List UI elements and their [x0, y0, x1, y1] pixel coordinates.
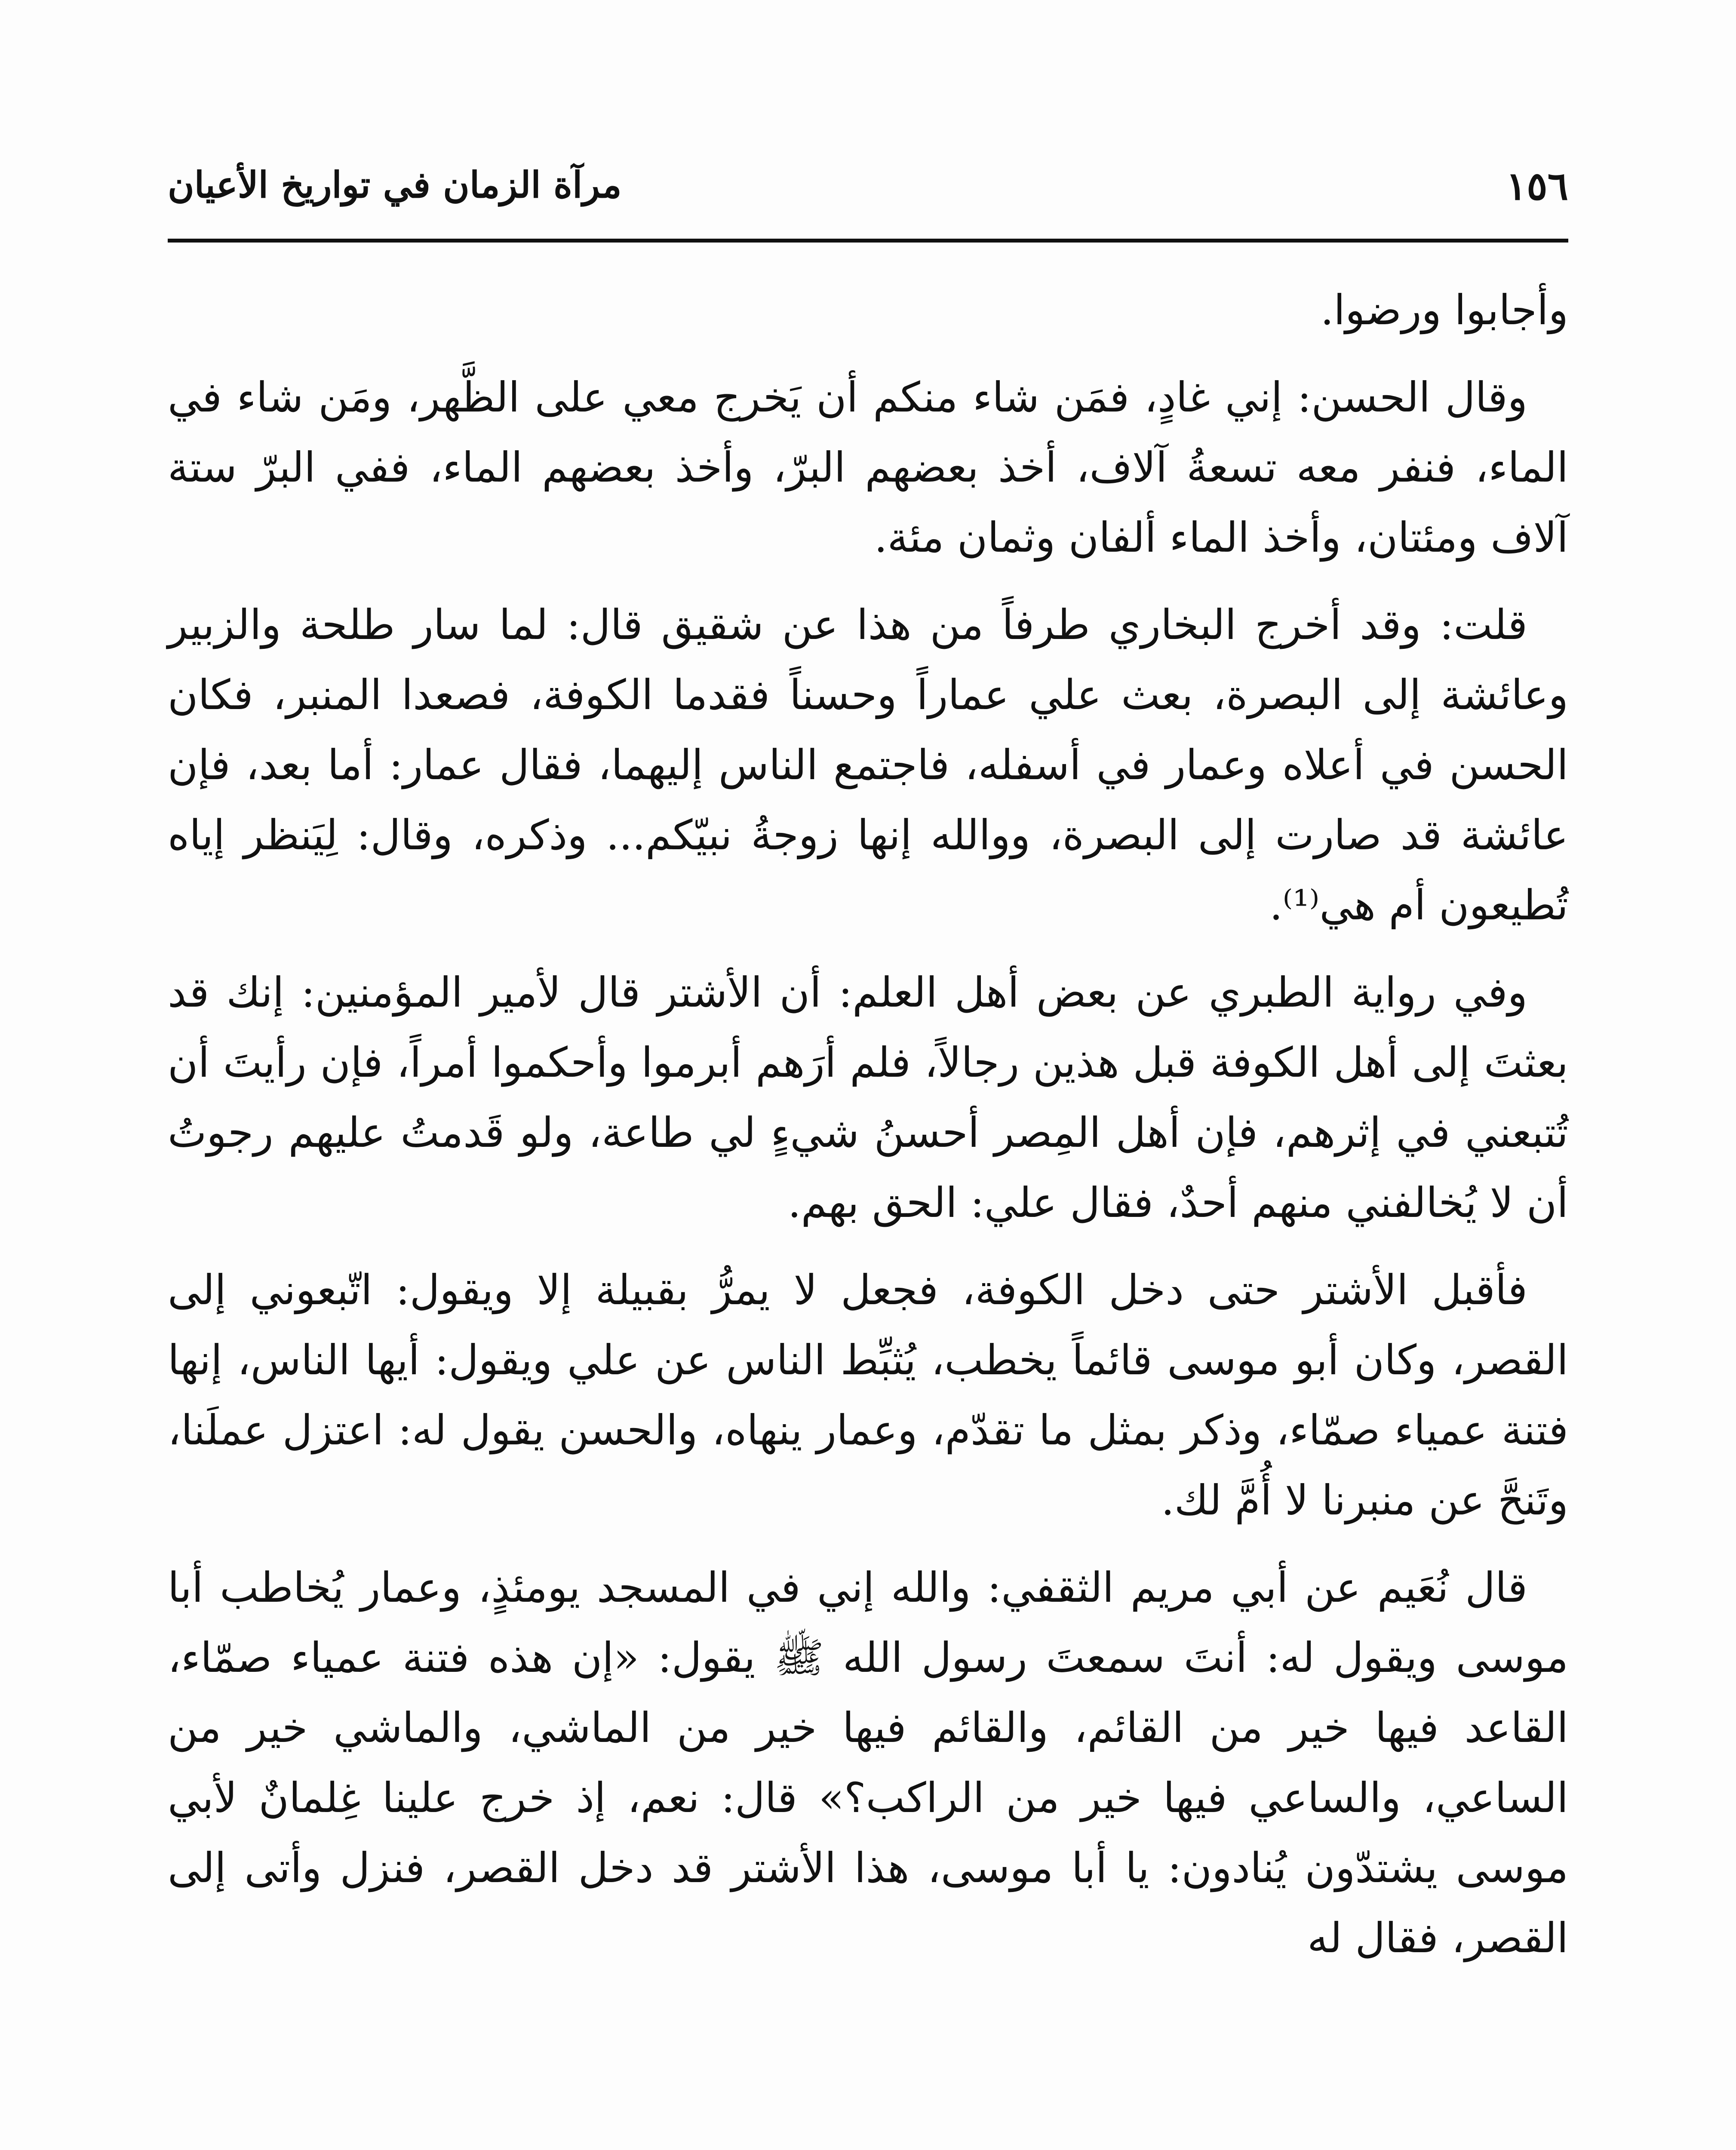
running-title: مرآة الزمان في تواريخ الأعيان [168, 163, 622, 206]
paragraph: قال نُعَيم عن أبي مريم الثقفي: والله إني في المسجد يومئذٍ، وعمار يُخاطب أبا موسى ويقول له: أنتَ سمعتَ رسول الله ﷺ يقول: «إن هذه فتنة عمياء صمّاء، القاعد فيها خير من القائم، والقائم فيها خير من الماشي، والماشي خير من الساعي، والساعي فيها خير من الراكب؟» قال: نعم، إذ خرج علينا غِلمانٌ لأبي موسى يشتدّون يُنادون: يا أبا موسى، هذا الأشتر قد دخل القصر، فنزل وأتى إلى القصر، فقال له [168, 1563, 1569, 1962]
paragraph: وفي رواية الطبري عن بعض أهل العلم: أن الأشتر قال لأمير المؤمنين: إنك قد بعثتَ إلى أهل الكوفة قبل هذين رجالاً، فلم أرَهم أبرموا وأحكموا أمراً، فإن رأيتَ أن تُتبعني في إثرهم، فإن أهل المِصر أحسنُ شيءٍ لي طاعة، ولو قَدمتُ عليهم رجوتُ أن لا يُخالفني منهم أحدٌ، فقال علي: الحق بهم. [168, 968, 1569, 1227]
paragraph: وقال الحسن: إني غادٍ، فمَن شاء منكم أن يَخرج معي على الظَّهر، ومَن شاء في الماء، فنفر معه تسعةُ آلاف، أخذ بعضهم البرّ، وأخذ بعضهم الماء، ففي البرّ ستة آلاف ومئتان، وأخذ الماء ألفان وثمان مئة. [168, 373, 1569, 562]
paragraph: وأجابوا ورضوا. [1320, 286, 1568, 334]
paragraph: قلت: وقد أخرج البخاري طرفاً من هذا عن شقيق قال: لما سار طلحة والزبير وعائشة إلى البصرة، بعث علي عماراً وحسناً فقدما الكوفة، فصعدا المنبر، فكان الحسن في أعلاه وعمار في أسفله، فاجتمع الناس إليهما، فقال عمار: أما بعد، فإن عائشة قد صارت إلى البصرة، ووالله إنها زوجةُ نبيّكم... وذكره، وقال: لِيَنظر إياه تُطيعون أم هي⁽¹⁾. [168, 601, 1569, 929]
main-text [168, 275, 1568, 1990]
page-number: ١٥٦ [1506, 163, 1568, 209]
paragraph: فأقبل الأشتر حتى دخل الكوفة، فجعل لا يمرُّ بقبيلة إلا ويقول: اتّبعوني إلى القصر، وكان أبو موسى قائماً يخطب، يُثبِّط الناس عن علي ويقول: أيها الناس، إنها فتنة عمياء صمّاء، وذكر بمثل ما تقدّم، وعمار ينهاه، والحسن يقول له: اعتزل عملَنا، وتَنحَّ عن منبرنا لا أُمَّ لك. [168, 1266, 1569, 1524]
header-rule [168, 239, 1568, 243]
page-header [168, 155, 1568, 241]
